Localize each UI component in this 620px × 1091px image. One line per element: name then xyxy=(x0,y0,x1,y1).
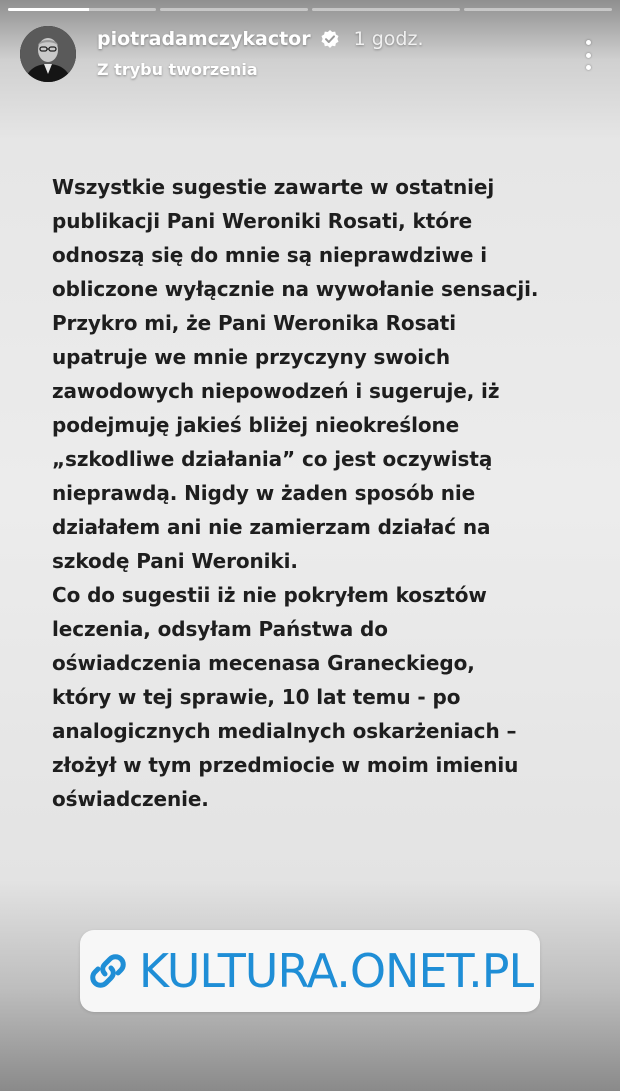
statement-line: Przykro mi, że Pani Weronika Rosati xyxy=(52,311,456,335)
link-icon xyxy=(87,950,129,992)
statement-line: zawodowych niepowodzeń i sugeruje, iż xyxy=(52,379,500,403)
link-sticker-label: KULTURA.ONET.PL xyxy=(138,944,534,998)
statement-line: który w tej sprawie, 10 lat temu - po xyxy=(52,685,461,709)
more-vertical-icon[interactable] xyxy=(584,40,592,70)
timestamp: 1 godz. xyxy=(353,28,424,50)
link-sticker[interactable] xyxy=(80,930,540,1012)
statement-line: oświadczenia mecenasa Graneckiego, xyxy=(52,651,475,675)
story-source-label: Z trybu tworzenia xyxy=(97,60,258,79)
story-header xyxy=(20,26,600,86)
statement-line: analogicznych medialnych oskarżeniach – xyxy=(52,719,517,743)
statement-line: złożył w tym przedmiocie w moim imieniu xyxy=(52,753,519,777)
verified-badge-icon xyxy=(320,29,340,49)
statement-line: obliczone wyłącznie na wywołanie sensacji. xyxy=(52,277,539,301)
progress-segment-1 xyxy=(8,8,156,11)
statement-line: leczenia, odsyłam Państwa do xyxy=(52,617,388,641)
avatar[interactable] xyxy=(20,26,76,82)
statement-line: nieprawdą. Nigdy w żaden sposób nie xyxy=(52,481,476,505)
statement-line: oświadczenie. xyxy=(52,787,209,811)
story-progress-bar xyxy=(8,8,612,11)
statement-line: upatruje we mnie przyczyny swoich xyxy=(52,345,450,369)
statement-line: Wszystkie sugestie zawarte w ostatniej xyxy=(52,175,495,199)
progress-fill-1 xyxy=(8,8,89,11)
profile-photo-icon xyxy=(20,26,76,82)
progress-segment-2 xyxy=(160,8,308,11)
menu-dot xyxy=(586,53,591,58)
statement-line: szkodę Pani Weroniki. xyxy=(52,549,298,573)
username[interactable]: piotradamczykactor xyxy=(97,28,311,50)
progress-segment-3 xyxy=(312,8,460,11)
menu-dot xyxy=(586,65,591,70)
statement-line: odnoszą się do mnie są nieprawdziwe i xyxy=(52,243,487,267)
menu-dot xyxy=(586,40,591,45)
statement-line: Co do sugestii iż nie pokryłem kosztów xyxy=(52,583,487,607)
statement-line: podejmuję jakieś bliżej nieokreślone xyxy=(52,413,460,437)
user-line xyxy=(97,28,423,50)
statement-text xyxy=(52,170,608,816)
progress-segment-4 xyxy=(464,8,612,11)
statement-line: publikacji Pani Weroniki Rosati, które xyxy=(52,209,473,233)
statement-line: działałem ani nie zamierzam działać na xyxy=(52,515,491,539)
statement-line: „szkodliwe działania” co jest oczywistą xyxy=(52,447,493,471)
